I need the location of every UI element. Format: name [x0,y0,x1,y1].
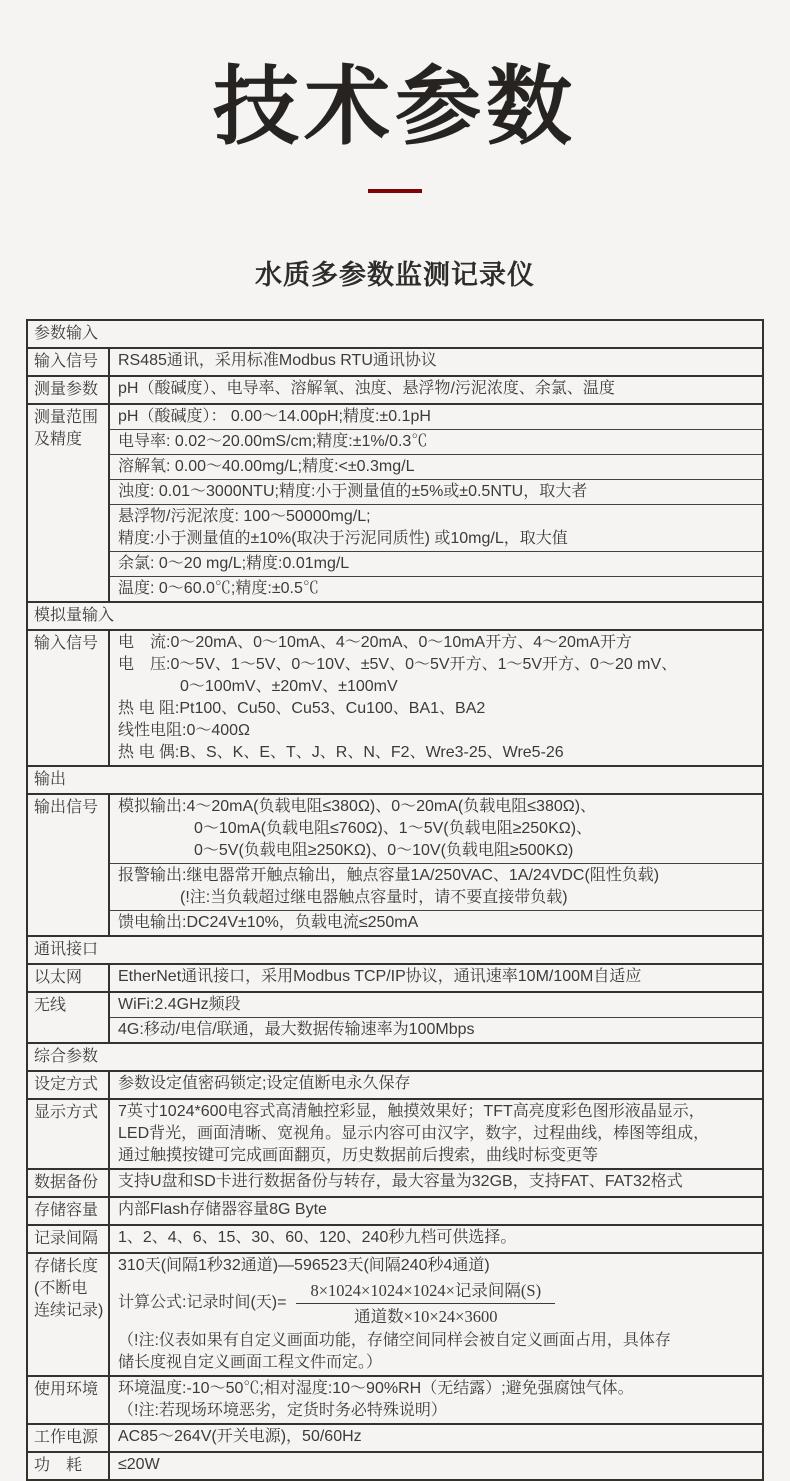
spec-row [28,1098,762,1168]
spec-row [28,1375,762,1423]
row-values [110,1100,762,1168]
spec-subcell [110,429,762,454]
spec-line: 精度:小于测量值的±10%(取决于污泥同质性) 或10mg/L，取大值 [118,529,568,547]
spec-line: 通过触摸按键可完成画面翻页，历史数据前后搜索，曲线时标变更等 [118,1146,599,1164]
row-label [28,1198,110,1224]
spec-line: 0～100mV、±20mV、±100mV [180,677,398,695]
section-header-row [28,765,762,793]
row-values [110,1226,762,1252]
section-header-row [28,1042,762,1070]
spec-line: 线性电阻:0～400Ω [118,721,251,739]
spec-subcell [110,863,762,910]
row-label-line: 无线 [34,996,67,1014]
spec-subcell [110,1072,762,1096]
spec-row [28,1423,762,1451]
spec-subcell [110,965,762,989]
spec-line: pH（酸碱度）： 0.00～14.00pH;精度:±0.1pH [118,407,431,425]
section-header-label: 参数输入 [34,324,99,342]
row-label-line: 输入信号 [34,634,99,652]
row-label [28,377,110,403]
spec-row [28,347,762,375]
row-label [28,993,110,1042]
spec-line: 模拟输出:4～20mA(负载电阻≤380Ω)、0～20mA(负载电阻≤380Ω)、 [118,797,597,815]
row-label-line: 及精度 [34,430,83,448]
spec-line: WiFi:2.4GHz频段 [118,995,241,1013]
row-label [28,1226,110,1252]
row-label-line: 测量范围 [34,408,99,426]
spec-line: 0～5V(负载电阻≥250KΩ)、0～10V(负载电阻≥500KΩ) [194,841,574,859]
row-values [110,795,762,935]
spec-line: 悬浮物/污泥浓度: 100～50000mg/L; [118,507,371,525]
row-values [110,1072,762,1098]
spec-subcell [110,504,762,551]
spec-subcell [110,1170,762,1194]
section-header-label: 模拟量输入 [34,606,115,624]
row-values [110,1377,762,1423]
row-label [28,965,110,991]
spec-line: 热 电 偶:B、S、K、E、T、J、R、N、F2、Wre3-25、Wre5-26 [118,743,564,761]
row-label [28,1453,110,1479]
section-header-label: 综合参数 [34,1047,99,1065]
spec-subcell [110,1453,762,1477]
spec-line: 7英寸1024*600电容式高清触控彩显，触摸效果好；TFT高亮度彩色图形液晶显示， [118,1102,705,1120]
spec-line: (!注:当负载超过继电器触点容量时，请不要直接带负载) [180,888,568,906]
row-label-line: 工作电源 [34,1428,99,1446]
row-label [28,1072,110,1098]
row-label-line: 输出信号 [34,798,99,816]
row-label [28,1377,110,1423]
section-header-row [28,601,762,629]
spec-line: 0～10mA(负载电阻≤760Ω)、1～5V(负载电阻≥250KΩ)、 [194,819,593,837]
row-values [110,1453,762,1479]
spec-subcell [110,993,762,1017]
formula-line [118,1277,754,1330]
spec-subcell [110,405,762,429]
spec-table [26,319,764,1481]
spec-subcell [110,1017,762,1042]
spec-row [28,1252,762,1375]
page-title: 技术参数 [213,59,577,155]
row-label [28,1100,110,1168]
row-label [28,1254,110,1375]
row-values [110,349,762,375]
spec-subcell [110,349,762,373]
spec-line: 温度: 0～60.0℃;精度:±0.5℃ [118,579,319,597]
spec-subcell [110,551,762,576]
spec-line: EtherNet通讯接口，采用Modbus TCP/IP协议，通讯速率10M/100M自适应 [118,967,642,985]
row-values [110,965,762,991]
row-values [110,1425,762,1451]
row-values [110,1254,762,1375]
spec-line: （!注:若现场环境恶劣，定货时务必特殊说明） [118,1401,447,1419]
spec-row [28,629,762,765]
spec-line: 环境温度:-10～50℃;相对湿度:10～90%RH（无结露）;避免强腐蚀气体。 [118,1379,634,1397]
section-header-label: 输出 [34,770,67,788]
spec-subcell [110,1198,762,1222]
section-header-label: 通讯接口 [34,940,99,958]
spec-line: 溶解氧: 0.00～40.00mg/L;精度:<±0.3mg/L [118,457,415,475]
row-label-line: 使用环境 [34,1380,99,1398]
row-label-line: 连续记录) [34,1301,104,1319]
spec-line: pH（酸碱度）、电导率、溶解氧、浊度、悬浮物/污泥浓度、余氯、温度 [118,379,615,397]
spec-line: 电导率: 0.02～20.00mS/cm;精度:±1%/0.3℃ [118,432,428,450]
row-values [110,631,762,765]
spec-line: ≤20W [118,1455,160,1473]
row-label-line: 存储容量 [34,1201,99,1219]
section-header-row [28,935,762,963]
title-underline-decoration [368,189,422,193]
spec-row [28,793,762,935]
row-label [28,631,110,765]
row-label [28,1425,110,1451]
row-label-line: 显示方式 [34,1103,99,1121]
spec-row [28,991,762,1042]
formula-prefix: 计算公式:记录时间(天)= [118,1294,287,1312]
row-values [110,377,762,403]
row-label [28,1170,110,1196]
spec-subcell [110,631,762,765]
spec-line: 余氯: 0～20 mg/L;精度:0.01mg/L [118,554,350,572]
row-label-line: 存储长度 [34,1257,99,1275]
row-values [110,1170,762,1196]
spec-subcell [110,454,762,479]
spec-line: 内部Flash存储器容量8G Byte [118,1200,327,1218]
row-label-line: 数据备份 [34,1173,99,1191]
spec-subcell [110,1100,762,1168]
spec-subcell [110,910,762,935]
row-label [28,795,110,935]
spec-line: 1、2、4、6、15、30、60、120、240秒九档可供选择。 [118,1228,517,1246]
spec-line: 电 流:0～20mA、0～10mA、4～20mA、0～10mA开方、4～20mA开方 [118,633,632,651]
spec-line: 电 压:0～5V、1～5V、0～10V、±5V、0～5V开方、1～5V开方、0～20 mV、 [118,655,678,673]
spec-subcell [110,1254,762,1375]
row-label-line: 输入信号 [34,352,99,370]
spec-subcell [110,1377,762,1423]
row-label-line: (不断电 [34,1279,88,1297]
spec-line: 浊度: 0.01～3000NTU;精度:小于测量值的±5%或±0.5NTU，取大者 [118,482,588,500]
spec-line: LED背光，画面清晰、宽视角。显示内容可由汉字，数字，过程曲线，棒图等组成， [118,1124,710,1142]
spec-subcell [110,1425,762,1449]
row-label-line: 以太网 [34,968,83,986]
spec-row [28,963,762,991]
spec-line: 参数设定值密码锁定;设定值断电永久保存 [118,1074,411,1092]
spec-row [28,403,762,601]
spec-subcell [110,576,762,601]
spec-subcell [110,377,762,401]
spec-row [28,1196,762,1224]
spec-row [28,1168,762,1196]
row-values [110,993,762,1042]
fraction [296,1280,555,1327]
section-header-row [28,321,762,347]
spec-line: （!注:仪表如果有自定义画面功能，存储空间同样会被自定义画面占用，具体存 [118,1331,671,1349]
spec-row [28,1070,762,1098]
row-label-line: 设定方式 [34,1075,99,1093]
spec-row [28,375,762,403]
spec-line: 报警输出:继电器常开触点输出，触点容量1A/250VAC、1A/24VDC(阻性负载) [118,866,660,884]
spec-subcell [110,795,762,863]
row-label-line: 测量参数 [34,380,99,398]
spec-line: 热 电 阻:Pt100、Cu50、Cu53、Cu100、BA1、BA2 [118,699,486,717]
row-label [28,349,110,375]
row-values [110,1198,762,1224]
spec-line: 支持U盘和SD卡进行数据备份与转存，最大容量为32GB，支持FAT、FAT32格式 [118,1172,683,1190]
spec-line: AC85～264V(开关电源)，50/60Hz [118,1427,362,1445]
spec-line: RS485通讯，采用标准Modbus RTU通讯协议 [118,351,437,369]
row-label-line: 功 耗 [34,1456,83,1474]
spec-row [28,1224,762,1252]
row-values [110,405,762,601]
spec-line: 4G:移动/电信/联通，最大数据传输速率为100Mbps [118,1020,475,1038]
row-label-line: 记录间隔 [34,1229,99,1247]
spec-row [28,1451,762,1479]
spec-subcell [110,479,762,504]
spec-line: 310天(间隔1秒32通道)—596523天(间隔240秒4通道) [118,1256,490,1274]
spec-subcell [110,1226,762,1250]
spec-line: 储长度视自定义画面工程文件而定。） [118,1353,383,1371]
row-label [28,405,110,601]
fraction-numerator: 8×1024×1024×1024×记录间隔(S) [296,1280,555,1304]
fraction-denominator: 通道数×10×24×3600 [354,1306,498,1326]
product-subtitle: 水质多参数监测记录仪 [255,259,535,290]
spec-line: 馈电输出:DC24V±10%，负载电流≤250mA [118,913,419,931]
